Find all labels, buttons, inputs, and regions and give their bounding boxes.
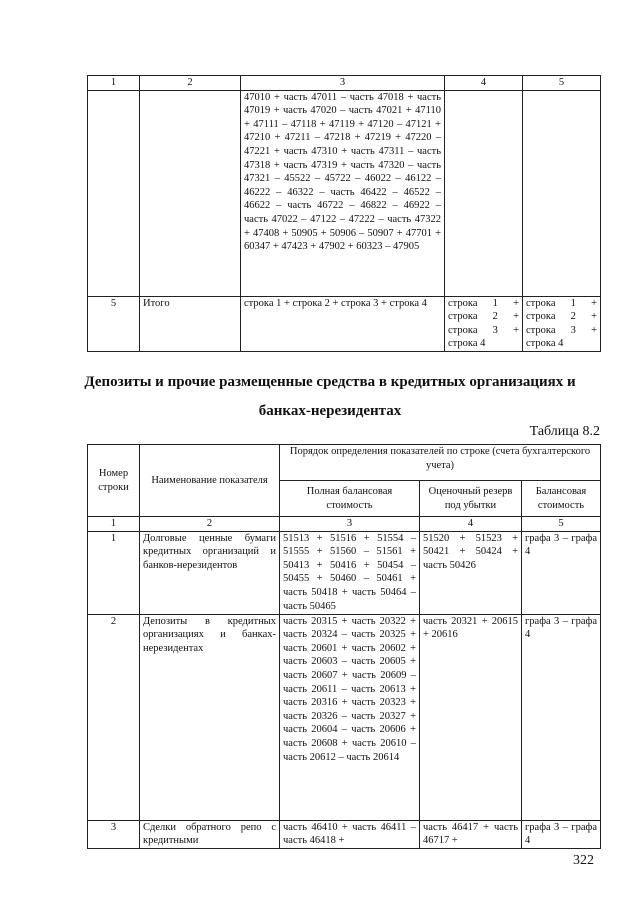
table-continuation [87, 75, 601, 352]
row-number-cell: 5 [88, 296, 140, 351]
table-row [88, 820, 601, 848]
column-4-cell: строка 1 + строка 2 + строка 3 + строка 4 [445, 296, 523, 351]
row-name-cell: Депозиты в кредитных организациях и банках-нерезидентах [140, 614, 280, 820]
header-determination-order: Порядок определения показателей по строке (счета бухгалтерского учета) [280, 445, 601, 481]
balance-cell: графа 3 – графа 4 [522, 531, 601, 614]
header-indicator-name: Наименование показателя [140, 445, 280, 517]
reserve-cell: часть 46417 + часть 46717 + [420, 820, 522, 848]
column-4-cell [445, 90, 523, 296]
column-number-4: 4 [445, 76, 523, 91]
formula-cell: 51513 + 51516 + 51554 – 51555 + 51560 – 51561 + 50413 + 50416 + 50454 – 50455 + 50460 – 50461 + часть 50418 + часть 50464 – часть 50465 [280, 531, 420, 614]
column-number-2: 2 [140, 76, 241, 91]
table-caption: Таблица 8.2 [529, 424, 600, 439]
table-row [88, 90, 601, 296]
column-number-1: 1 [88, 517, 140, 532]
header-balance-value: Балансовая стоимость [522, 481, 601, 517]
table-header-row [88, 445, 601, 481]
row-number-cell: 2 [88, 614, 140, 820]
section-title-line-2: банках-нерезидентах [258, 403, 402, 419]
row-name-cell: Сделки обратного репо с кредитными [140, 820, 280, 848]
formula-cell: часть 46410 + часть 46411 – часть 46418 + [280, 820, 420, 848]
header-row-number: Номер строки [88, 445, 140, 517]
table-row [88, 614, 601, 820]
header-full-balance-value: Полная балансовая стоимость [280, 481, 420, 517]
balance-cell: графа 3 – графа 4 [522, 820, 601, 848]
formula-cell: строка 1 + строка 2 + строка 3 + строка 4 [241, 296, 445, 351]
row-name-cell: Итого [140, 296, 241, 351]
column-5-cell: строка 1 + строка 2 + строка 3 + строка 4 [523, 296, 601, 351]
table-row [88, 531, 601, 614]
row-name-cell: Долговые ценные бумаги кредитных организаций и банков-нерезидентов [140, 531, 280, 614]
row-number-cell: 3 [88, 820, 140, 848]
column-number-3: 3 [241, 76, 445, 91]
column-number-5: 5 [522, 517, 601, 532]
row-number-cell: 1 [88, 531, 140, 614]
page-number: 322 [573, 853, 594, 868]
column-numbers-row [88, 517, 601, 532]
table-row-total [88, 296, 601, 351]
balance-cell: графа 3 – графа 4 [522, 614, 601, 820]
column-number-2: 2 [140, 517, 280, 532]
formula-cell: 47010 + часть 47011 – часть 47018 + часть 47019 + часть 47020 – часть 47021 + 47110 + 47111 – 47118 + 47119 + 47120 – 47121 + 47210 + 47211 – 47218 + 47219 + 47220 – 47221 + часть 47310 + часть 47311 – часть 47318 + часть 47319 + часть 47320 – часть 47321 – 45522 – 45722 – 46022 – 46122 – 46222 – 46322 – часть 46422 – 46522 – 46622 – часть 46722 – 46822 – 46922 – часть 47022 – 47122 – 47222 – часть 47322 + 47408 + 50905 + 50906 – 50907 + 47701 + 60347 + 47423 + 47902 + 60323 – 47905 [241, 90, 445, 296]
column-number-3: 3 [280, 517, 420, 532]
section-title-line-1: Депозиты и прочие размещенные средства в кредитных организациях и [84, 374, 576, 390]
column-number-1: 1 [88, 76, 140, 91]
header-loss-reserve: Оценочный резерв под убытки [420, 481, 522, 517]
row-number-cell [88, 90, 140, 296]
reserve-cell: 51520 + 51523 + 50421 + 50424 + часть 50426 [420, 531, 522, 614]
formula-cell: часть 20315 + часть 20322 + часть 20324 – часть 20325 + часть 20601 + часть 20602 + часть 20603 – часть 20605 + часть 20607 + часть 20609 – часть 20611 – часть 20613 + часть 20316 + часть 20323 + часть 20326 – часть 20327 + часть 20604 – часть 20606 + часть 20608 + часть 20610 – часть 20612 – часть 20614 [280, 614, 420, 820]
column-number-5: 5 [523, 76, 601, 91]
column-5-cell [523, 90, 601, 296]
table-header-row [88, 76, 601, 91]
reserve-cell: часть 20321 + 20615 + 20616 [420, 614, 522, 820]
table-8-2 [87, 444, 601, 849]
column-number-4: 4 [420, 517, 522, 532]
row-name-cell [140, 90, 241, 296]
